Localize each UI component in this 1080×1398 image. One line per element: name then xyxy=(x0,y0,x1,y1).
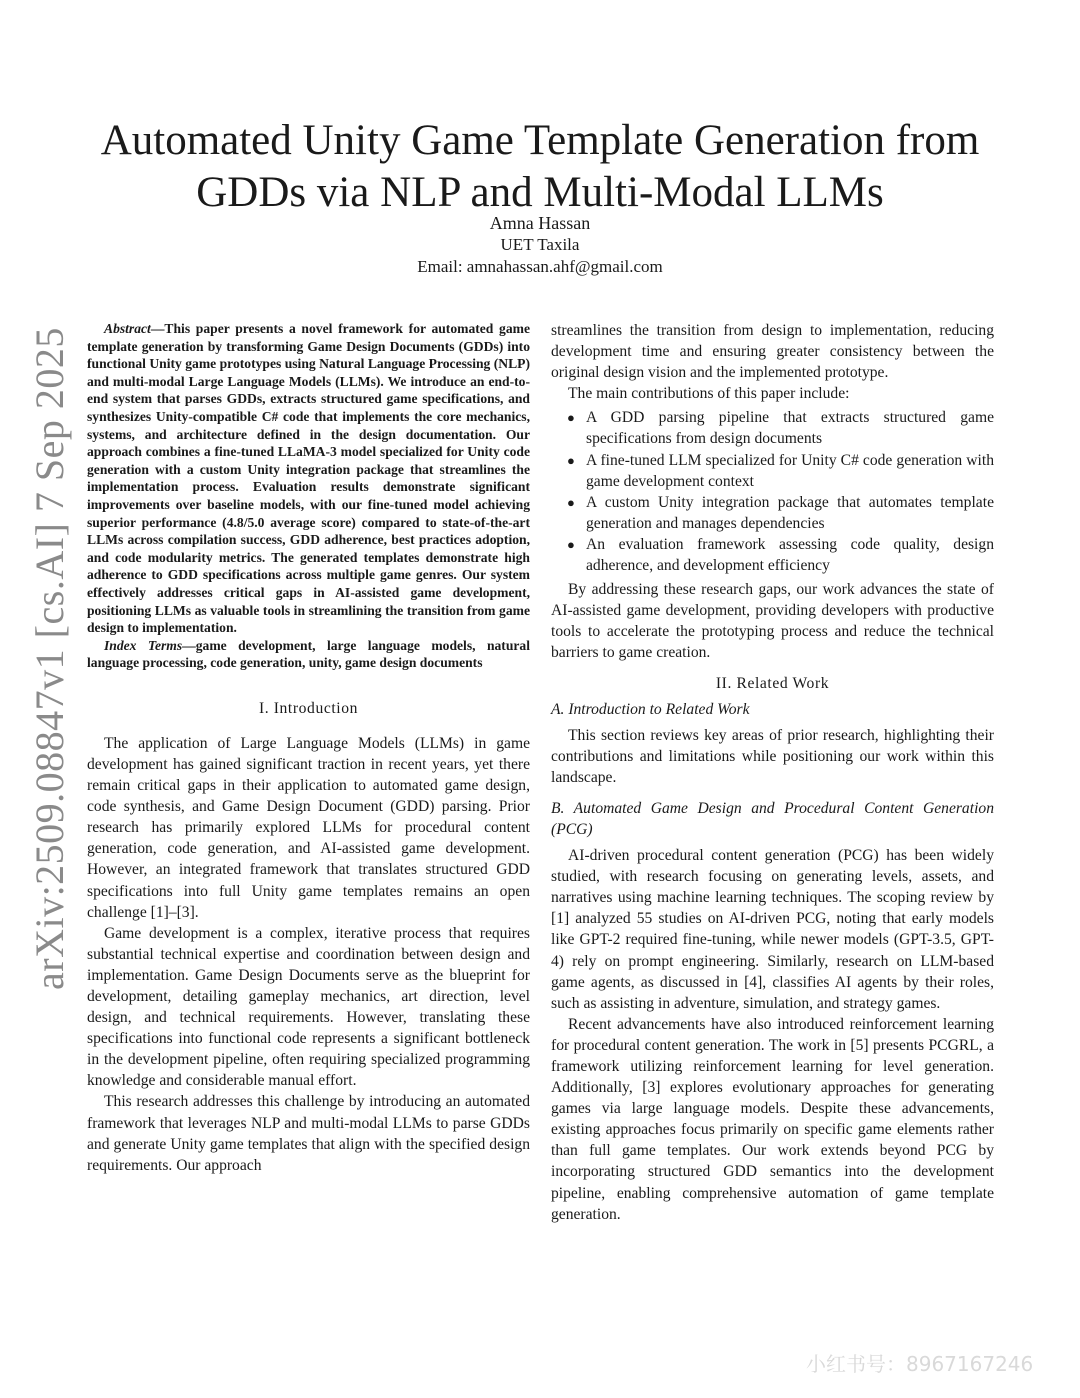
index-terms xyxy=(87,637,530,672)
related-paragraph-b1: AI-driven procedural content generation (PCG) has been widely studied, with research focusing on generating levels, assets, and narratives using machine learning techniques. The scoping review by [1] analyzed 55 studies on AI-driven PCG, noting that early models like GPT-2 required fine-tuning, while newer models (GPT-3.5, GPT-4) rely on prompt engineering. Similarly, research on LLM-based game agents, as discussed in [4], classifies AI agents by their roles, such as assisting in adventure, simulation, and strategy games. xyxy=(551,847,994,1012)
contributions-intro: The main contributions of this paper include: xyxy=(568,385,850,403)
author-block xyxy=(240,212,840,278)
list-item: ● A custom Unity integration package that automates template generation and manages dependencies xyxy=(567,493,994,532)
right-column xyxy=(551,320,994,1225)
author-email: Email: amnahassan.ahf@gmail.com xyxy=(417,257,663,276)
intro-paragraph-4: By addressing these research gaps, our work advances the state of AI-assisted game development, providing developers with productive tools to accelerate the prototyping process and reduce the technical barriers to game creation. xyxy=(551,581,994,662)
list-item: ● A fine-tuned LLM specialized for Unity C# code generation with game development context xyxy=(567,451,994,490)
abstract xyxy=(87,320,530,637)
paper-title: Automated Unity Game Template Generation from GDDs via NLP and Multi-Modal LLMs xyxy=(100,116,980,216)
intro-paragraph-3-continued: streamlines the transition from design to implementation, reducing development time and ensuring greater consistency between the original design vision and the implemented prototype. xyxy=(551,322,994,382)
section-heading-related-work: II. Related Work xyxy=(715,674,830,692)
bullet-icon: ● xyxy=(567,410,575,426)
related-paragraph-a: This section reviews key areas of prior research, highlighting their contributions and limitations while positioning our work within this landscape. xyxy=(551,726,994,786)
subsection-b-heading: B. Automated Game Design and Procedural Content Generation (PCG) xyxy=(551,799,994,838)
list-item: ● A GDD parsing pipeline that extracts structured game specifications from design documents xyxy=(567,409,994,448)
intro-paragraph-3: This research addresses this challenge by introducing an automated framework that leverages NLP and multi-modal LLMs to parse GDDs and generate Unity game templates that align with the specified design requirements. Our approach xyxy=(87,1093,530,1174)
author-name: Amna Hassan xyxy=(489,213,591,233)
index-terms-label: Index Terms xyxy=(104,637,183,653)
index-terms-text: —game development, large language models, natural language processing, code generation, unity, game design documents xyxy=(87,637,530,671)
subsection-a-heading: A. Introduction to Related Work xyxy=(551,700,750,718)
section-heading-introduction: I. Introduction xyxy=(258,699,359,717)
bullet-icon: ● xyxy=(567,452,575,468)
bullet-icon: ● xyxy=(567,494,575,510)
arxiv-identifier: arXiv:2509.08847v1 [cs.AI] 7 Sep 2025 xyxy=(27,327,72,990)
related-paragraph-b2: Recent advancements have also introduced reinforcement learning for procedural content generation. The work in [5] presents PCGRL, a framework utilizing reinforcement learning for level generation. Additionally, [3] explores evolutionary approaches for generating games via large language models. Despite these advancements, existing approaches focus primarily on specific game elements rather than full game templates. Our work extends beyond PCG by incorporating structured GDD semantics into the development pipeline, enabling comprehensive automation of game template generation. xyxy=(551,1015,994,1223)
intro-paragraph-2: Game development is a complex, iterative process that requires substantial technical expertise and coordination between design and implementation. Game Design Documents serve as the blueprint for development, detailing gameplay mechanics, art direction, level design, and technical requirements. However, translating these specifications into functional code represents a significant bottleneck in the development pipeline, often requiring specialized programming knowledge and considerable manual effort. xyxy=(87,924,530,1090)
list-item: ● An evaluation framework assessing code quality, design adherence, and development efficiency xyxy=(567,535,994,575)
watermark: 小红书号：8967167246 xyxy=(806,1352,1034,1376)
contributions-list xyxy=(551,407,994,576)
abstract-text: —This paper presents a novel framework for automated game template generation by transforming Game Design Documents (GDDs) into functional Unity game prototypes using Natural Language Processing (NLP) and multi-modal Large Language Models (LLMs). We introduce an end-to-end system that parses GDDs, extracts structured game specifications, and synthesizes Unity-compatible C# code that implements the core mechanics, systems, and architecture defined in the design documentation. Our approach combines a fine-tuned LLaMA-3 model specialized for Unity code generation with a custom Unity integration package that streamlines the implementation process. Evaluation results demonstrate significant improvements over baseline models, with our fine-tuned model achieving superior performance (4.8/5.0 average score) compared to state-of-the-art LLMs across compilation success, GDD adherence, best practices adoption, and code modularity metrics. The generated templates demonstrate high adherence to GDD specifications across multiple game genres. Our system effectively addresses critical gaps in AI-assisted game development, positioning LLMs as valuable tools in streamlining the transition from game design to implementation. xyxy=(87,321,530,636)
abstract-label: Abstract xyxy=(104,321,151,336)
intro-paragraph-1: The application of Large Language Models (LLMs) in game development has gained significant traction in recent years, yet there remain critical gaps in their application to automated game design, code synthesis, and Game Design Document (GDD) parsing. Prior research has primarily explored LLMs for procedural content generation, code generation, and AI-assisted game development. However, an integrated framework that translates structured GDD specifications into full Unity game templates remains an open challenge [1]–[3]. xyxy=(87,734,530,921)
left-column xyxy=(87,320,530,1176)
author-affiliation: UET Taxila xyxy=(500,235,580,254)
bullet-icon: ● xyxy=(567,536,575,552)
